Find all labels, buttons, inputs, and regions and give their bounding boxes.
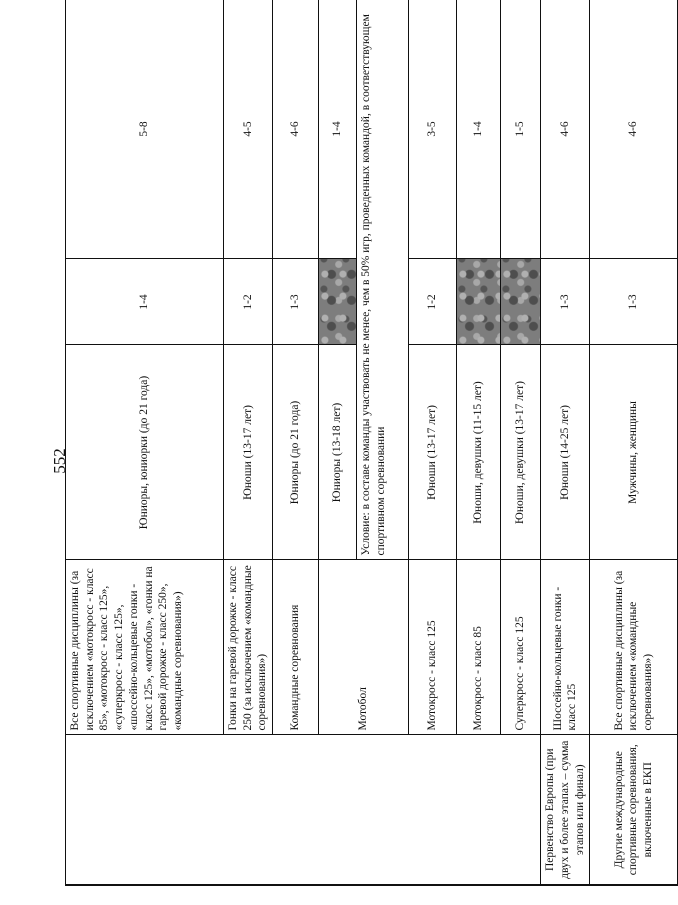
range-cell: 4-5 [224, 0, 273, 259]
event-other-cell: Другие международные спортивные соревнования, включенные в ЕКП [590, 735, 678, 885]
age-group-cell: Юниоры (до 21 года) [273, 345, 319, 560]
discipline-cell: Шоссейно-кольцевые гонки - класс 125 [541, 560, 590, 735]
discipline-cell: Мотобол [319, 560, 409, 735]
table-row [66, 0, 224, 885]
age-group-cell: Юноши (14-25 лет) [541, 345, 590, 560]
table-row [590, 0, 678, 885]
event-euro-label: Первенство Европы (при двух и более этапах – сумма этапов или финал) [541, 735, 590, 885]
range-cell: 4-6 [273, 0, 319, 259]
rotated-table-scan [65, 0, 655, 886]
discipline-cell: Суперкросс - класс 125 [501, 560, 541, 735]
range-cell: 3-5 [409, 0, 457, 259]
range-cell: 5-8 [66, 0, 224, 259]
places-cell: 1-3 [541, 259, 590, 345]
age-group-cell: Юниоры (13-18 лет) [319, 345, 357, 560]
discipline-cell: Мотокросс - класс 85 [457, 560, 501, 735]
age-group-cell: Юниоры, юниорки (до 21 года) [66, 345, 224, 560]
shaded-cell [319, 259, 357, 345]
shaded-cell [457, 259, 501, 345]
age-group-cell: Юноши, девушки (11-15 лет) [457, 345, 501, 560]
discipline-cell: Все спортивные дисциплины (за исключением «командные соревнования») [590, 560, 678, 735]
rank-requirements-table [65, 0, 678, 886]
age-group-cell: Юноши, девушки (13-17 лет) [501, 345, 541, 560]
age-group-cell: Мужчины, женщины [590, 345, 678, 560]
discipline-cell: Гонки на гаревой дорожке - класс 250 (за исключением «командные соревнования») [224, 560, 273, 735]
discipline-cell: Командные соревнования [273, 560, 319, 735]
places-cell: 1-3 [590, 259, 678, 345]
range-cell: 4-6 [590, 0, 678, 259]
discipline-cell: Мотокросс - класс 125 [409, 560, 457, 735]
places-cell: 1-2 [224, 259, 273, 345]
places-cell: 1-4 [66, 259, 224, 345]
range-cell: 1-5 [501, 0, 541, 259]
age-group-cell: Юноши (13-17 лет) [409, 345, 457, 560]
range-cell: 1-4 [319, 0, 357, 259]
age-group-cell: Юноши (13-17 лет) [224, 345, 273, 560]
event-euro-cell [66, 735, 541, 885]
range-cell: 4-6 [541, 0, 590, 259]
condition-cell: Условие: в составе команды участвовать не менее, чем в 50% игр, проведенных командой, в соответствующем спортивном соревновании [357, 0, 409, 560]
shaded-cell [501, 259, 541, 345]
table-row [541, 0, 590, 885]
places-cell: 1-3 [273, 259, 319, 345]
range-cell: 1-4 [457, 0, 501, 259]
page-number: 552 [50, 448, 69, 474]
places-cell: 1-2 [409, 259, 457, 345]
discipline-cell: Все спортивные дисциплины (за исключением «мотокросс - класс 85», «мотокросс - класс 125», «суперкросс - класс 125», «шоссейно-кольцевые гонки - класс 125», «мотобол», «гонки на гаревой дорожке - класс 250», «командные соревнования») [66, 560, 224, 735]
